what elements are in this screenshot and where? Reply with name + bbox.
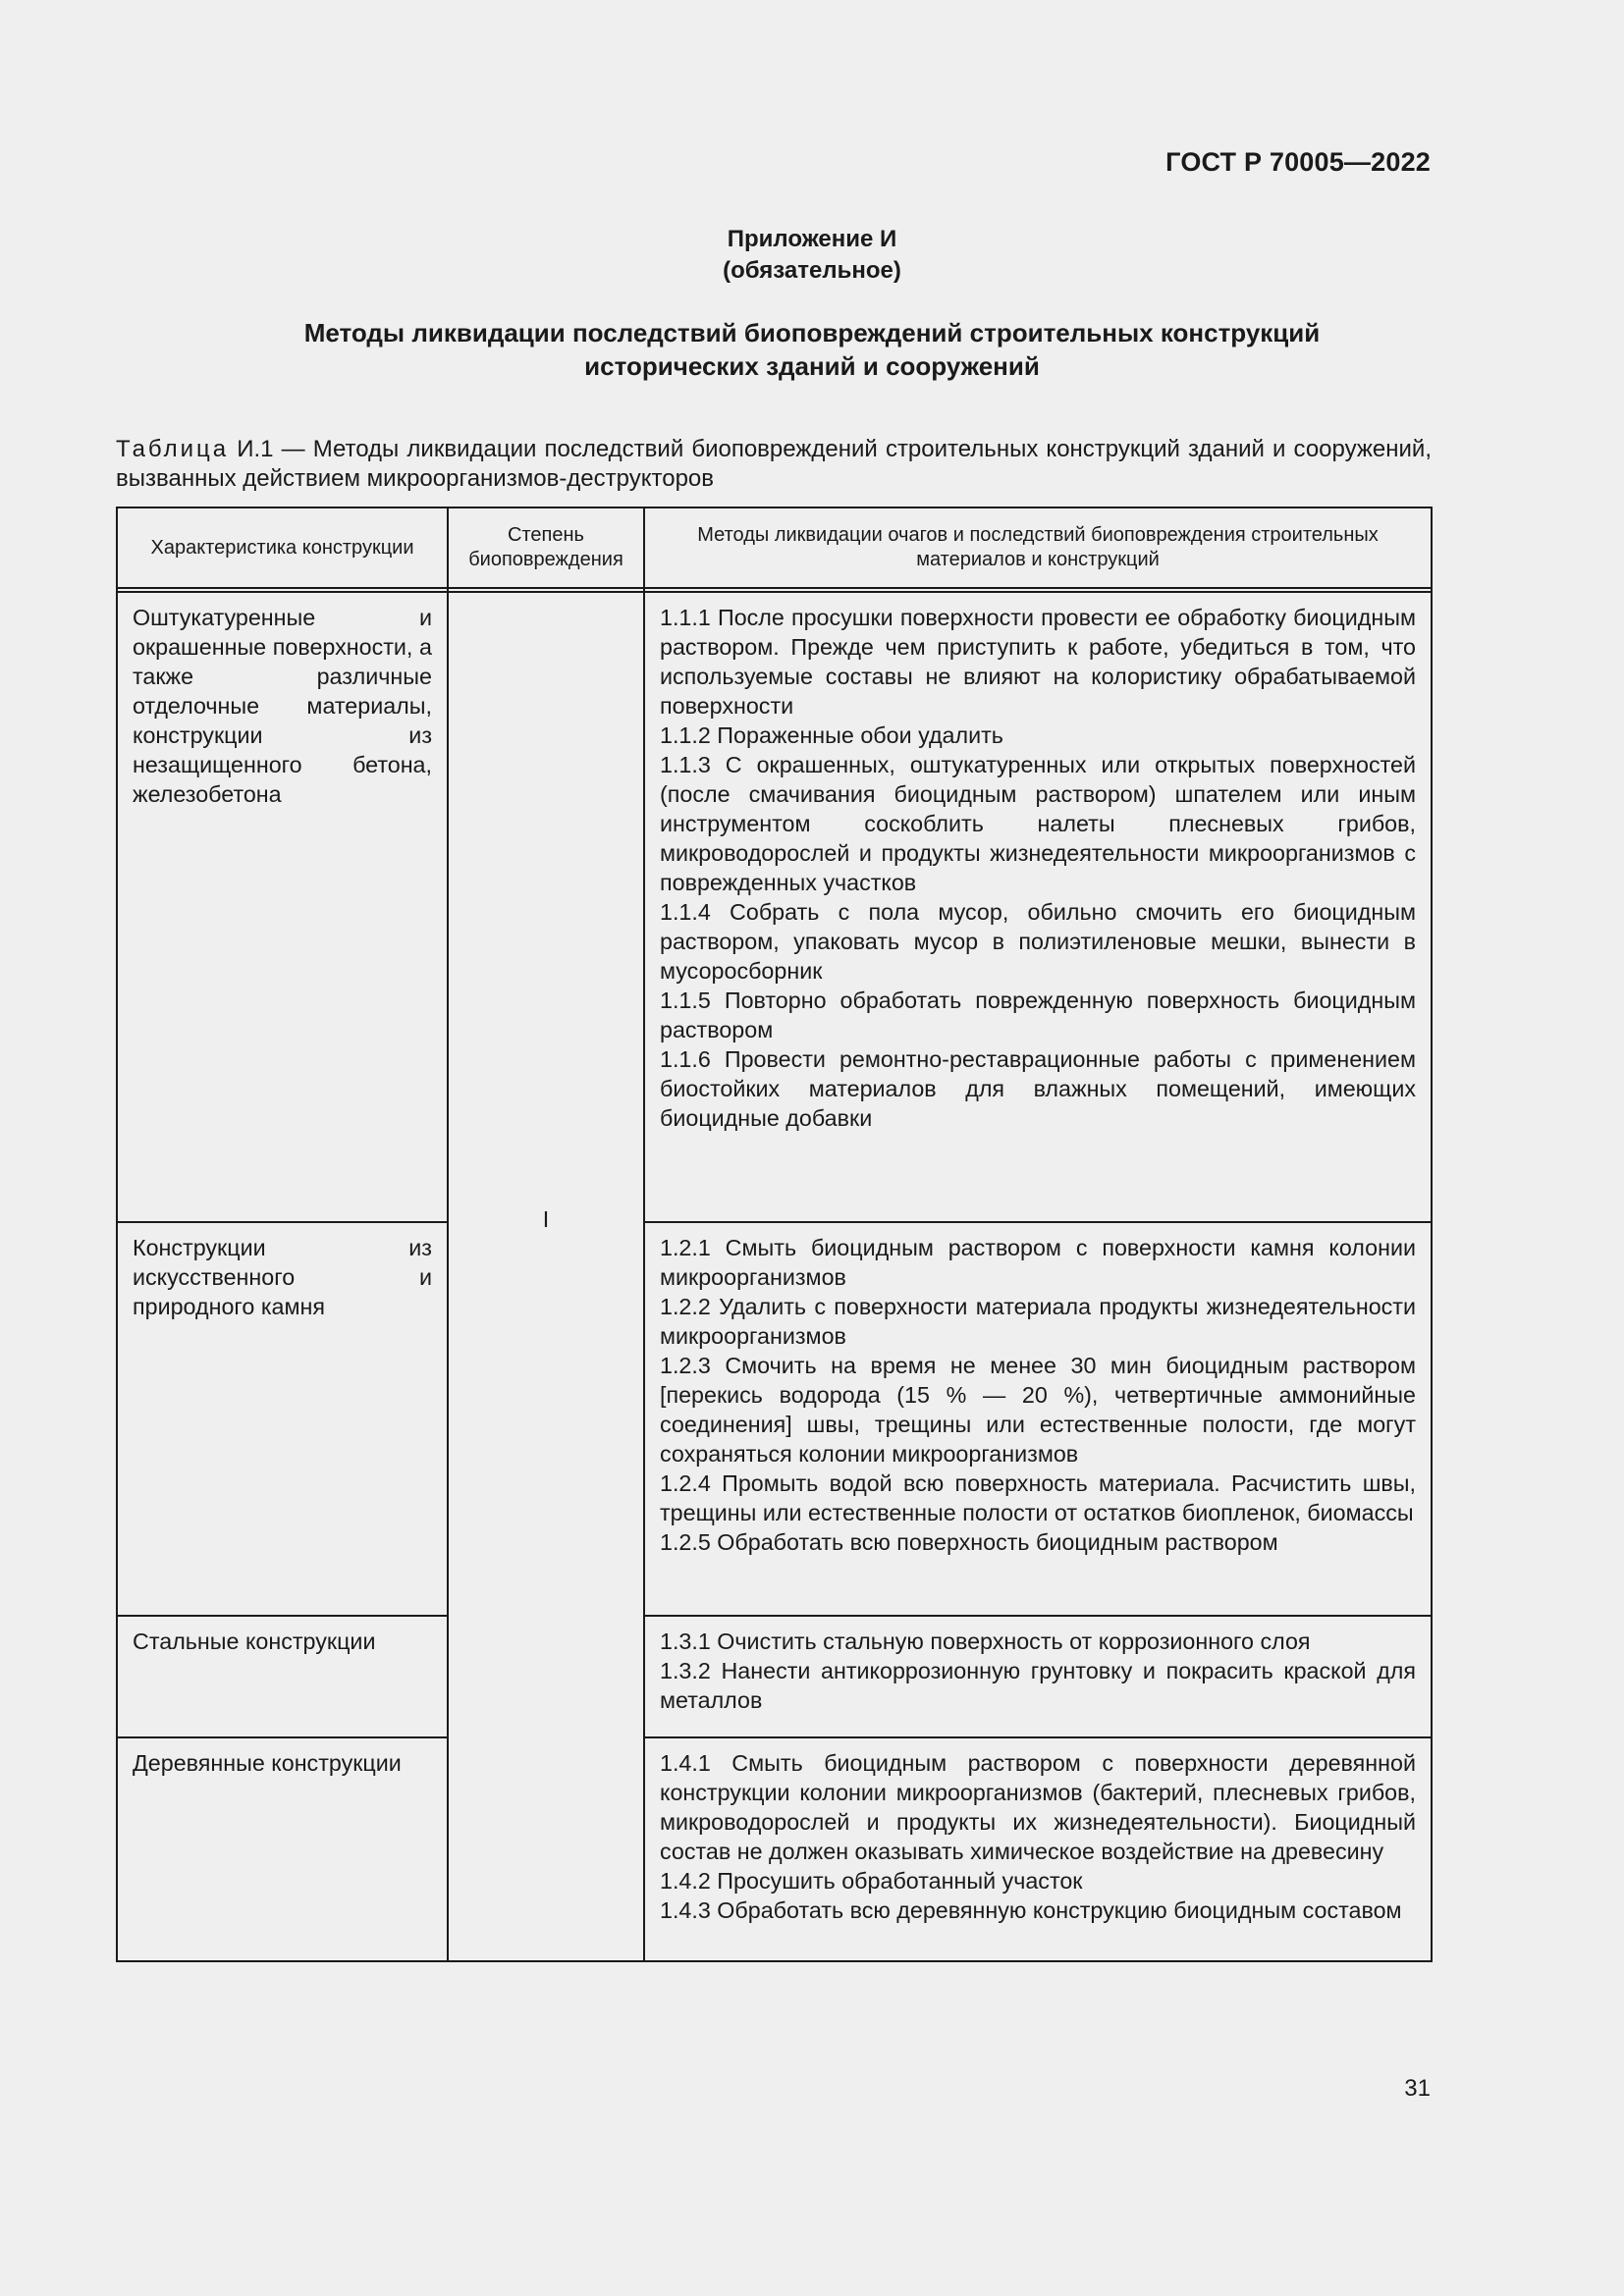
method-item: 1.1.4 Собрать с пола мусор, обильно смочить его биоцидным раствором, упаковать мусор в полиэтиленовые мешки, вынести в мусоросборник	[660, 899, 1416, 984]
table-row	[117, 1222, 1432, 1616]
method-item: 1.2.1 Смыть биоцидным раствором с поверхности камня колонии микроорганизмов	[660, 1235, 1416, 1291]
cell-characteristic: Стальные конструкции	[117, 1616, 448, 1737]
method-item: 1.1.5 Повторно обработать поврежденную поверхность биоцидным раствором	[660, 988, 1416, 1042]
annex-title-line-2: исторических зданий и сооружений	[584, 351, 1040, 381]
table-caption-text: И.1 — Методы ликвидации последствий биоповреждений строительных конструкций зданий и сооружений, вызванных действием микроорганизмов-деструкторов	[116, 436, 1432, 492]
method-item: 1.2.4 Промыть водой всю поверхность материала. Расчистить швы, трещины или естественные полости от остатков биопленок, биомассы	[660, 1470, 1416, 1526]
methods-table	[116, 507, 1433, 1962]
annex-label: Приложение И	[727, 226, 897, 252]
table-caption	[116, 435, 1432, 494]
method-item: 1.4.3 Обработать всю деревянную конструкцию биоцидным составом	[660, 1897, 1402, 1924]
method-item: 1.4.2 Просушить обработанный участок	[660, 1868, 1083, 1895]
annex-heading	[0, 224, 1624, 287]
method-item: 1.3.1 Очистить стальную поверхность от коррозионного слоя	[660, 1628, 1311, 1654]
method-item: 1.2.5 Обработать всю поверхность биоцидным раствором	[660, 1529, 1278, 1556]
table-caption-prefix: Таблица	[116, 436, 230, 462]
cell-methods	[644, 592, 1432, 1222]
method-item: 1.4.1 Смыть биоцидным раствором с поверхности деревянной конструкции колонии микроорганизмов (бактерий, плесневых грибов, микроводорослей и продукты их жизнедеятельности). Биоцидный состав не должен оказывать химическое воздействие на древесину	[660, 1750, 1416, 1865]
table-row	[117, 1616, 1432, 1737]
method-item: 1.2.3 Смочить на время не менее 30 мин биоцидным раствором [перекись водорода (15 % — 20 %), четвертичные аммонийные соединения] швы, трещины или естественные полости, где могут сохраняться колонии микроорганизмов	[660, 1353, 1416, 1468]
method-item: 1.1.6 Провести ремонтно-реставрационные работы с применением биостойких материалов для влажных помещений, имеющих биоцидные добавки	[660, 1046, 1416, 1131]
header-methods: Методы ликвидации очагов и последствий биоповреждения строительных материалов и конструкций	[644, 507, 1432, 588]
header-degree: Степень биоповреждения	[448, 507, 644, 588]
cell-methods	[644, 1616, 1432, 1737]
method-item: 1.3.2 Нанести антикоррозионную грунтовку и покрасить краской для металлов	[660, 1657, 1416, 1713]
table-row	[117, 592, 1432, 1222]
method-item: 1.1.3 С окрашенных, оштукатуренных или открытых поверхностей (после смачивания биоцидным раствором) шпателем или иным инструментом соскоблить налеты плесневых грибов, микроводорослей и продукты жизнедеятельности микроорганизмов с поврежденных участков	[660, 752, 1416, 895]
header-characteristic: Характеристика конструкции	[117, 507, 448, 588]
cell-methods	[644, 1222, 1432, 1616]
cell-characteristic: Конструкции из искусственного и природного камня	[117, 1222, 448, 1616]
cell-degree: I	[448, 592, 644, 1961]
table-row	[117, 1737, 1432, 1961]
method-item: 1.1.1 После просушки поверхности провести ее обработку биоцидным раствором. Прежде чем приступить к работе, убедиться в том, что используемые составы не влияют на колористику обрабатываемой поверхности	[660, 605, 1416, 719]
annex-title	[0, 316, 1624, 383]
annex-title-line-1: Методы ликвидации последствий биоповреждений строительных конструкций	[303, 318, 1321, 347]
cell-characteristic: Оштукатуренные и окрашенные поверхности, а также различные отделочные материалы, конструкции из незащищенного бетона, железобетона	[117, 592, 448, 1222]
annex-status: (обязательное)	[723, 257, 901, 284]
page-number: 31	[1404, 2075, 1431, 2102]
cell-methods	[644, 1737, 1432, 1961]
cell-characteristic: Деревянные конструкции	[117, 1737, 448, 1961]
table-header-row	[117, 507, 1432, 588]
document-code: ГОСТ Р 70005—2022	[1165, 147, 1431, 177]
method-item: 1.1.2 Пораженные обои удалить	[660, 722, 1003, 748]
method-item: 1.2.2 Удалить с поверхности материала продукты жизнедеятельности микроорганизмов	[660, 1294, 1416, 1350]
